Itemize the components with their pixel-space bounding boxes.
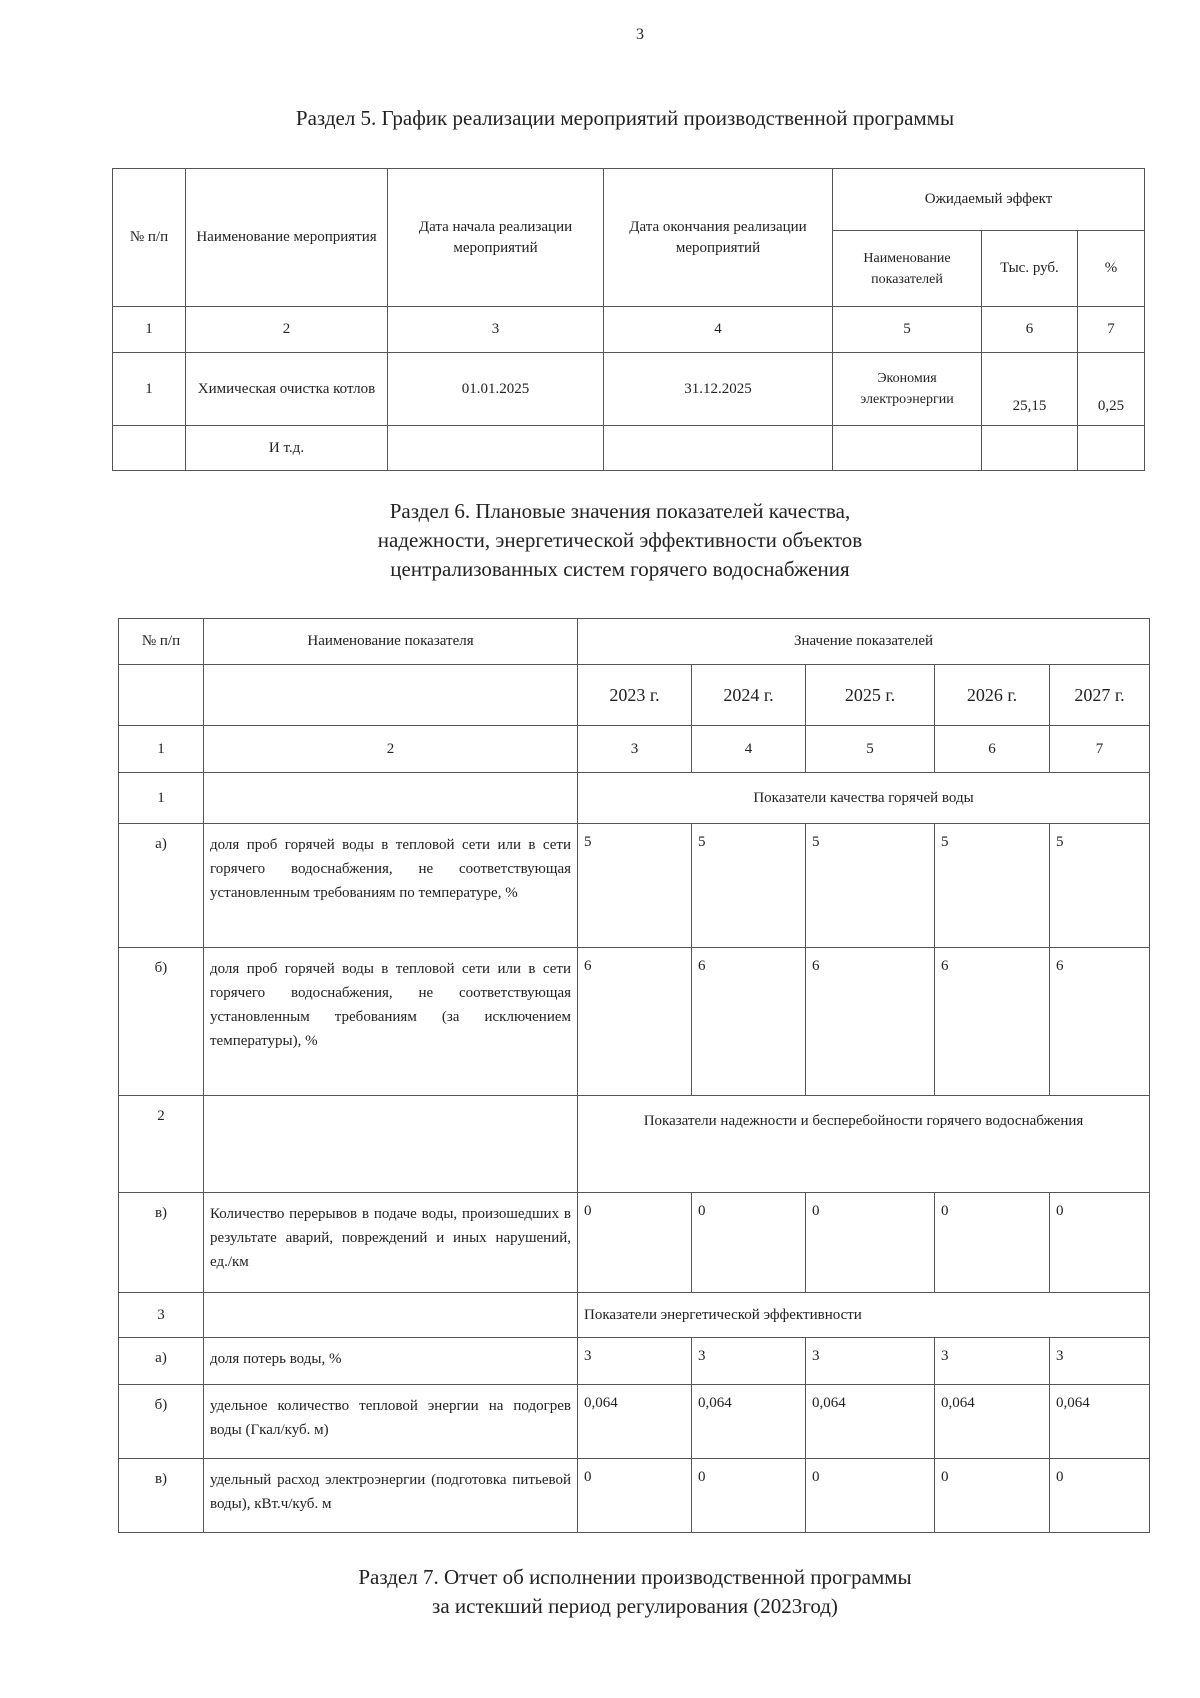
indicator-value: 6 — [1050, 948, 1150, 1096]
column-number-row — [119, 726, 1150, 773]
section5-table — [112, 168, 1145, 471]
col-number: 5 — [806, 726, 935, 773]
group-num: 1 — [119, 773, 204, 824]
end-date: 31.12.2025 — [604, 353, 833, 426]
table-row — [119, 1459, 1150, 1533]
indicator-value: 6 — [692, 948, 806, 1096]
table-row — [119, 824, 1150, 948]
row-num: в) — [119, 1459, 204, 1533]
year-header: 2023 г. — [578, 665, 692, 726]
year-header: 2024 г. — [692, 665, 806, 726]
header-thousand-rub: Тыс. руб. — [982, 231, 1078, 307]
indicator-value: 0,064 — [692, 1385, 806, 1459]
header-end-date: Дата окончания реализации мероприятий — [604, 169, 833, 307]
section5-title: Раздел 5. График реализации мероприятий производственной программы — [295, 106, 955, 130]
row-num: б) — [119, 948, 204, 1096]
indicator-value: 6 — [578, 948, 692, 1096]
section6-title-line1: Раздел 6. Плановые значения показателей качества, — [389, 499, 851, 523]
indicator-value: 5 — [806, 824, 935, 948]
activity-name: Химическая очистка котлов — [186, 353, 388, 426]
row-num: а) — [119, 1338, 204, 1385]
section7-title-line1: Раздел 7. Отчет об исполнении производственной программы — [358, 1565, 912, 1589]
group-title: Показатели надежности и бесперебойности горячего водоснабжения — [578, 1096, 1150, 1193]
col-number: 2 — [204, 726, 578, 773]
start-date: 01.01.2025 — [388, 353, 604, 426]
table-row — [119, 948, 1150, 1096]
col-number: 1 — [119, 726, 204, 773]
indicator-value: 5 — [692, 824, 806, 948]
group-row — [119, 1096, 1150, 1193]
indicator-value: 5 — [935, 824, 1050, 948]
indicator-name: удельный расход электроэнергии (подготовка питьевой воды), кВт.ч/куб. м — [204, 1459, 578, 1533]
group-title: Показатели энергетической эффективности — [578, 1293, 1150, 1338]
indicator-value: 6 — [806, 948, 935, 1096]
header-start-date: Дата начала реализации мероприятий — [388, 169, 604, 307]
group-row — [119, 773, 1150, 824]
col-number: 4 — [604, 307, 833, 353]
row-num: а) — [119, 824, 204, 948]
effect-rub: 25,15 — [982, 353, 1078, 426]
indicator-name: доля проб горячей воды в тепловой сети или в сети горячего водоснабжения, не соответствующая установленным требованиям по температуре, % — [204, 824, 578, 948]
header-indicator-values: Значение показателей — [578, 619, 1150, 665]
page-number: 3 — [636, 26, 644, 43]
group-num: 3 — [119, 1293, 204, 1338]
section7-title-line2: за истекший период регулирования (2023год) — [432, 1594, 838, 1618]
indicator-value: 0 — [806, 1193, 935, 1293]
indicator-value: 0,064 — [806, 1385, 935, 1459]
year-header: 2026 г. — [935, 665, 1050, 726]
row-num: 1 — [113, 353, 186, 426]
indicator-value: 0 — [1050, 1459, 1150, 1533]
indicator-value: 0 — [935, 1193, 1050, 1293]
indicator-name: Экономия электроэнергии — [833, 353, 982, 426]
section7-title — [0, 1563, 1200, 1621]
section6-title-line2: надежности, энергетической эффективности объектов — [377, 528, 863, 552]
indicator-value: 0 — [578, 1459, 692, 1533]
indicator-value: 3 — [806, 1338, 935, 1385]
header-percent: % — [1078, 231, 1145, 307]
indicator-name: Количество перерывов в подаче воды, произошедших в результате аварий, повреждений и иных нарушений, ед./км — [204, 1193, 578, 1293]
year-header: 2025 г. — [806, 665, 935, 726]
header-name: Наименование мероприятия — [186, 169, 388, 307]
indicator-name: доля проб горячей воды в тепловой сети или в сети горячего водоснабжения, не соответствующая установленным требованиям (за исключением температуры), % — [204, 948, 578, 1096]
indicator-value: 3 — [692, 1338, 806, 1385]
group-num: 2 — [119, 1096, 204, 1193]
col-number: 2 — [186, 307, 388, 353]
row-num: в) — [119, 1193, 204, 1293]
indicator-name: доля потерь воды, % — [204, 1338, 578, 1385]
table-row — [119, 1338, 1150, 1385]
indicator-value: 0 — [935, 1459, 1050, 1533]
group-title: Показатели качества горячей воды — [578, 773, 1150, 824]
col-number: 7 — [1078, 307, 1145, 353]
row-num: б) — [119, 1385, 204, 1459]
indicator-value: 0 — [806, 1459, 935, 1533]
indicator-value: 3 — [1050, 1338, 1150, 1385]
table-row — [113, 426, 1145, 471]
col-number: 1 — [113, 307, 186, 353]
header-indicator-name: Наименование показателя — [204, 619, 578, 665]
header-num: № п/п — [119, 619, 204, 665]
indicator-value: 5 — [578, 824, 692, 948]
effect-percent: 0,25 — [1078, 353, 1145, 426]
indicator-value: 0,064 — [578, 1385, 692, 1459]
indicator-value: 6 — [935, 948, 1050, 1096]
col-number: 6 — [982, 307, 1078, 353]
section6-title — [0, 497, 1200, 584]
indicator-value: 5 — [1050, 824, 1150, 948]
indicator-value: 3 — [935, 1338, 1050, 1385]
indicator-value: 0 — [1050, 1193, 1150, 1293]
section6-title-line3: централизованных систем горячего водоснабжения — [390, 557, 850, 581]
table-row — [119, 1193, 1150, 1293]
indicator-value: 0,064 — [1050, 1385, 1150, 1459]
group-row — [119, 1293, 1150, 1338]
indicator-value: 0 — [692, 1193, 806, 1293]
section6-table — [118, 618, 1150, 1533]
header-num: № п/п — [113, 169, 186, 307]
col-number: 3 — [388, 307, 604, 353]
etc-label: И т.д. — [186, 426, 388, 471]
indicator-name: удельное количество тепловой энергии на подогрев воды (Гкал/куб. м) — [204, 1385, 578, 1459]
table-row — [119, 1385, 1150, 1459]
table-row — [113, 353, 1145, 426]
indicator-value: 0,064 — [935, 1385, 1050, 1459]
col-number: 5 — [833, 307, 982, 353]
header-indicator-name: Наименование показателей — [833, 231, 982, 307]
column-number-row — [113, 307, 1145, 353]
indicator-value: 3 — [578, 1338, 692, 1385]
col-number: 3 — [578, 726, 692, 773]
header-expected-effect: Ожидаемый эффект — [833, 169, 1145, 231]
year-header: 2027 г. — [1050, 665, 1150, 726]
col-number: 6 — [935, 726, 1050, 773]
indicator-value: 0 — [692, 1459, 806, 1533]
col-number: 7 — [1050, 726, 1150, 773]
col-number: 4 — [692, 726, 806, 773]
indicator-value: 0 — [578, 1193, 692, 1293]
